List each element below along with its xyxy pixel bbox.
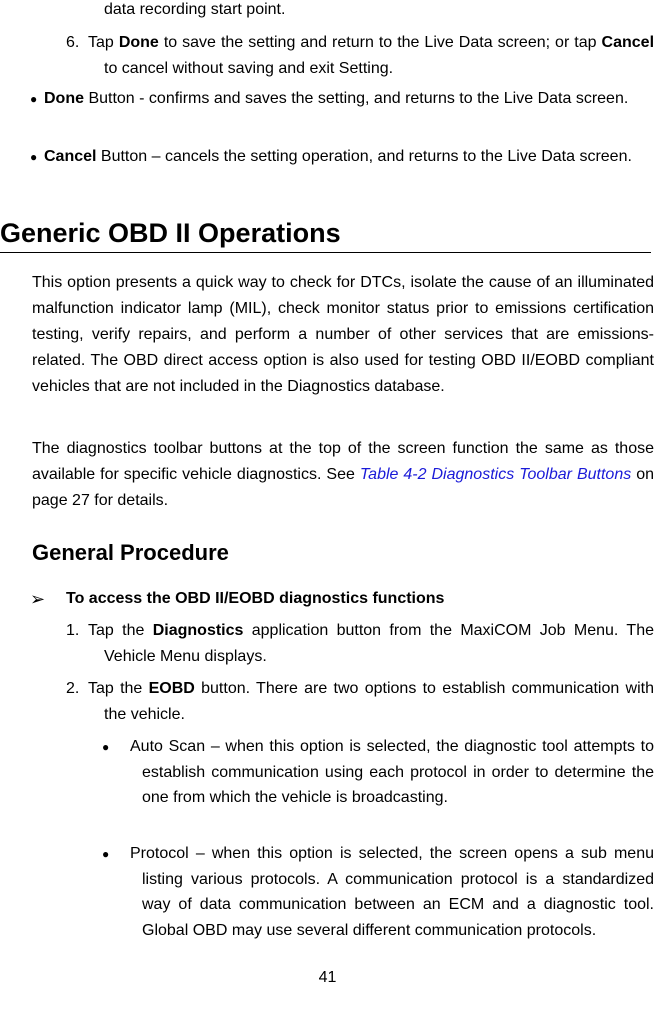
- cancel-button-bullet: Cancel Button – cancels the setting operation, and returns to the Live Data screen.: [44, 148, 632, 165]
- step-number: 1.: [66, 622, 80, 639]
- bullet-icon: ●: [102, 740, 110, 754]
- step-2-text: Tap the EOBD button. There are two options to establish communication with the vehicle.: [88, 680, 654, 723]
- step-number: 2.: [66, 680, 80, 697]
- section-heading: Generic OBD II Operations: [0, 216, 651, 253]
- table-reference-link[interactable]: Table 4-2 Diagnostics Toolbar Buttons: [359, 466, 632, 483]
- intro-paragraph: This option presents a quick way to check for DTCs, isolate the cause of an illuminated malfunction indicator lamp (MIL), check monitor status prior to emissions certification testing, verify repairs, and perform a number of other services that are emissions-related. The OBD direct access option is also used for testing OBD II/EOBD compliant vehicles that are not included in the Diagnostics database.: [32, 274, 654, 395]
- step-6-text: Tap Done to save the setting and return to the Live Data screen; or tap Cancel to cancel without saving and exit Setting.: [88, 34, 655, 77]
- continuation-text: data recording start point.: [104, 1, 286, 18]
- bullet-icon: ●: [30, 92, 38, 106]
- toolbar-paragraph: The diagnostics toolbar buttons at the top of the screen function the same as those available for specific vehicle diagnostics. See Table 4-2 Diagnostics Toolbar Buttons on page 27 for details.: [32, 440, 654, 509]
- task-heading: To access the OBD II/EOBD diagnostics functions: [66, 590, 445, 607]
- auto-scan-option: Auto Scan – when this option is selected, the diagnostic tool attempts to establish communication using each protocol in order to determine the one from which the vehicle is broadcasting.: [130, 738, 654, 806]
- done-button-bullet: Done Button - confirms and saves the setting, and returns to the Live Data screen.: [44, 90, 629, 107]
- subsection-heading: General Procedure: [32, 540, 229, 565]
- bullet-icon: ●: [30, 150, 38, 164]
- step-number: 6.: [66, 34, 80, 51]
- protocol-option: Protocol – when this option is selected, the screen opens a sub menu listing various protocols. A communication protocol is a standardized way of data communication between an ECM and a diagnostic tool. Global OBD may use several different communication protocols.: [130, 845, 654, 939]
- arrow-bullet-icon: ➢: [30, 589, 46, 609]
- step-1-text: Tap the Diagnostics application button from the MaxiCOM Job Menu. The Vehicle Menu displays.: [88, 622, 654, 665]
- page-number: 41: [318, 969, 337, 986]
- bullet-icon: ●: [102, 847, 110, 861]
